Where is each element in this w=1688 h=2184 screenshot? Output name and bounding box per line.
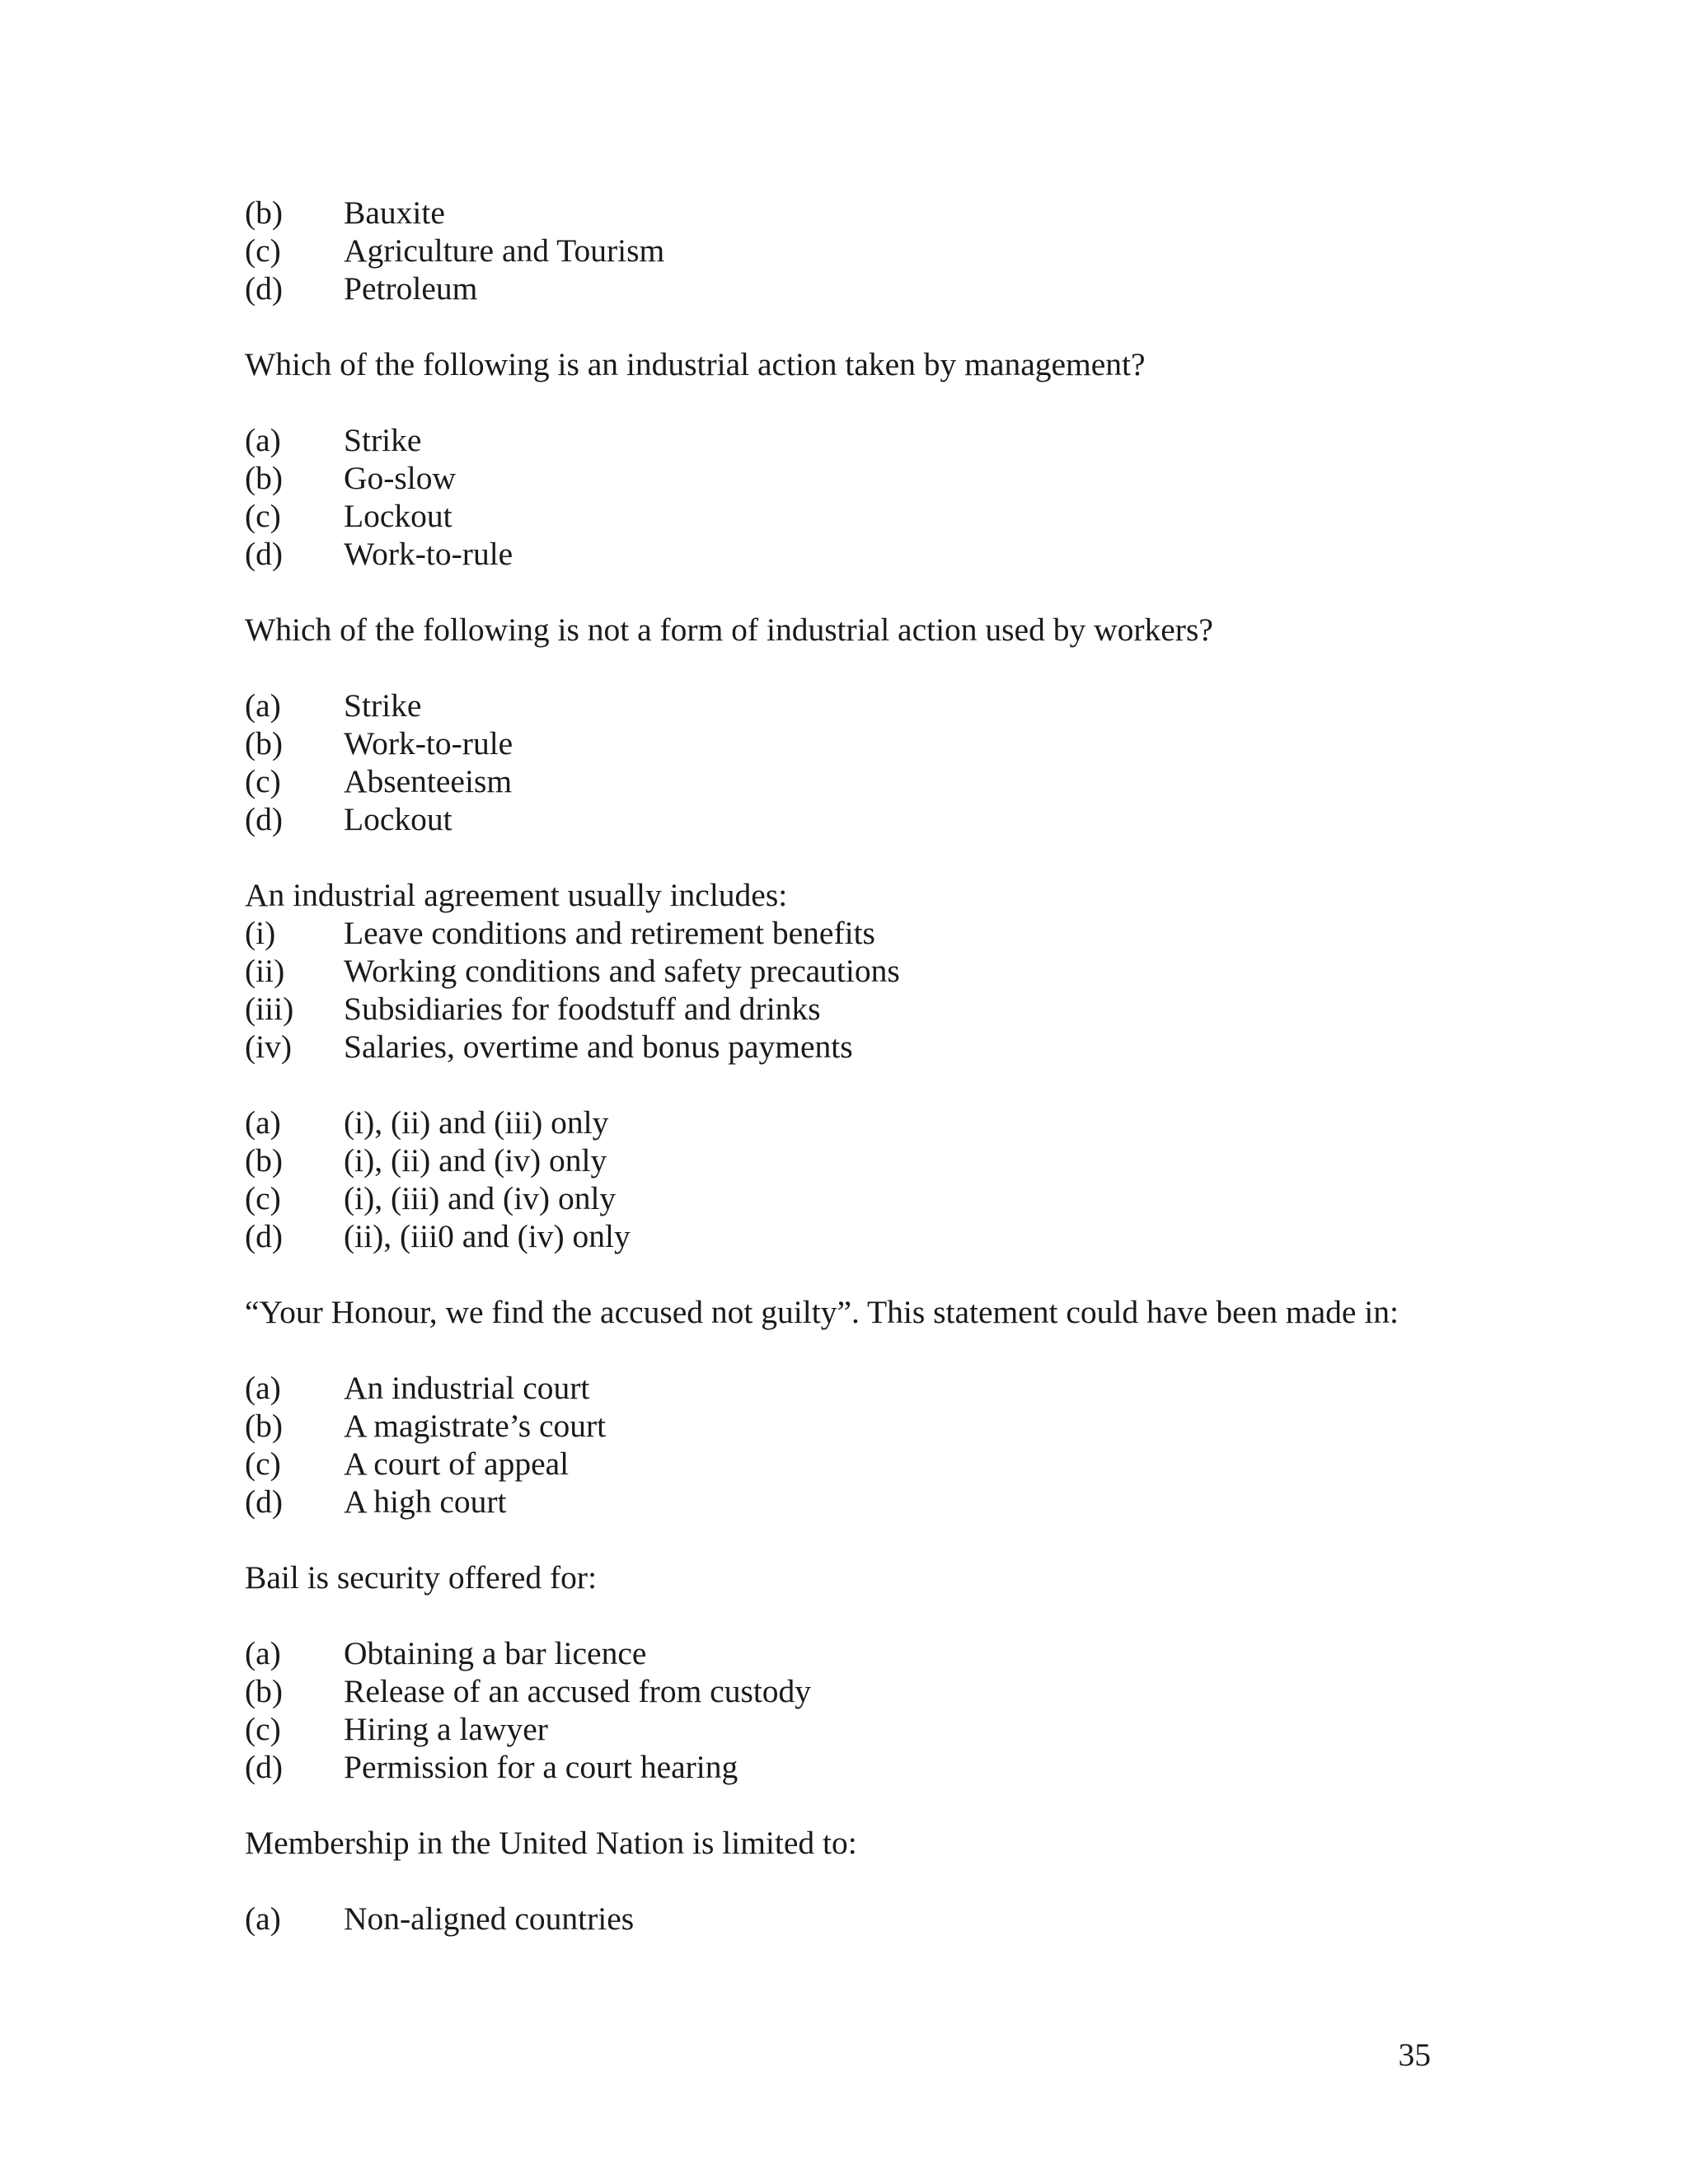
option-label: (d): [245, 536, 284, 572]
question-text: “Your Honour, we find the accused not guilty”. This statement could have been made in:: [245, 1294, 1399, 1330]
option-label: (b): [245, 460, 284, 496]
spacer: [245, 1862, 1440, 1900]
document-page: [245, 194, 1440, 1938]
option-label: (a): [245, 687, 281, 724]
option-label: (a): [245, 1104, 281, 1141]
answer-option: [245, 232, 1440, 269]
option-label: (b): [245, 194, 284, 231]
option-label: (c): [245, 1711, 281, 1747]
option-text: Release of an accused from custody: [344, 1673, 812, 1709]
option-text: Subsidiaries for foodstuff and drinks: [344, 991, 821, 1027]
list-item: [245, 1028, 1440, 1066]
option-text: (i), (ii) and (iii) only: [344, 1104, 609, 1141]
option-label: (d): [245, 1749, 284, 1785]
option-text: A high court: [344, 1483, 507, 1520]
spacer: [245, 573, 1440, 611]
option-text: Lockout: [344, 801, 452, 837]
option-text: Hiring a lawyer: [344, 1711, 548, 1747]
answer-option: [245, 762, 1440, 800]
option-text: Bauxite: [344, 194, 445, 231]
spacer: [245, 649, 1440, 687]
question-text: An industrial agreement usually includes:: [245, 877, 788, 913]
answer-option: [245, 800, 1440, 838]
option-label: (b): [245, 1408, 284, 1444]
option-text: A court of appeal: [344, 1446, 570, 1482]
option-label: (c): [245, 498, 281, 534]
question-text: Membership in the United Nation is limited to:: [245, 1825, 857, 1861]
option-label: (c): [245, 1180, 281, 1216]
option-text: Obtaining a bar licence: [344, 1635, 647, 1671]
list-item: [245, 914, 1440, 952]
option-text: Strike: [344, 687, 422, 724]
option-label: (d): [245, 1218, 284, 1254]
answer-option: [245, 1407, 1440, 1445]
option-label: (c): [245, 763, 281, 799]
option-text: (i), (iii) and (iv) only: [344, 1180, 617, 1216]
option-label: (c): [245, 232, 281, 269]
option-text: Leave conditions and retirement benefits: [344, 915, 875, 951]
option-label: (iv): [245, 1029, 293, 1065]
option-text: Petroleum: [344, 270, 478, 307]
option-label: (d): [245, 1483, 284, 1520]
option-label: (a): [245, 422, 281, 458]
answer-option: [245, 1179, 1440, 1217]
answer-option: [245, 1710, 1440, 1748]
option-text: Agriculture and Tourism: [344, 232, 665, 269]
option-text: An industrial court: [344, 1370, 590, 1406]
list-item: [245, 990, 1440, 1028]
answer-option: [245, 497, 1440, 535]
answer-option: [245, 1104, 1440, 1141]
answer-option: [245, 1483, 1440, 1521]
option-text: Work-to-rule: [344, 725, 513, 762]
answer-option: [245, 687, 1440, 724]
option-label: (i): [245, 915, 276, 951]
spacer: [245, 1066, 1440, 1104]
option-label: (b): [245, 1673, 284, 1709]
option-text: Non-aligned countries: [344, 1900, 635, 1937]
answer-option: [245, 1217, 1440, 1255]
option-text: Lockout: [344, 498, 452, 534]
answer-option: [245, 194, 1440, 232]
question-text: Which of the following is not a form of industrial action used by workers?: [245, 612, 1213, 648]
option-label: (d): [245, 801, 284, 837]
list-item: [245, 952, 1440, 990]
option-label: (b): [245, 725, 284, 762]
spacer: [245, 1521, 1440, 1558]
option-label: (d): [245, 270, 284, 307]
answer-option: [245, 269, 1440, 307]
option-text: Permission for a court hearing: [344, 1749, 738, 1785]
spacer: [245, 1255, 1440, 1293]
option-label: (a): [245, 1635, 281, 1671]
option-text: (i), (ii) and (iv) only: [344, 1142, 607, 1179]
spacer: [245, 1786, 1440, 1824]
option-label: (c): [245, 1446, 281, 1482]
answer-option: [245, 459, 1440, 497]
page-number: 35: [1398, 2036, 1431, 2073]
answer-option: [245, 1748, 1440, 1786]
option-label: (iii): [245, 991, 294, 1027]
spacer: [245, 383, 1440, 421]
answer-option: [245, 1445, 1440, 1483]
spacer: [245, 1331, 1440, 1369]
option-label: (a): [245, 1370, 281, 1406]
answer-option: [245, 1672, 1440, 1710]
question-text: Bail is security offered for:: [245, 1559, 598, 1596]
option-text: Strike: [344, 422, 422, 458]
option-text: Work-to-rule: [344, 536, 513, 572]
answer-option: [245, 1369, 1440, 1407]
option-text: Salaries, overtime and bonus payments: [344, 1029, 853, 1065]
option-label: (b): [245, 1142, 284, 1179]
answer-option: [245, 421, 1440, 459]
spacer: [245, 1596, 1440, 1634]
answer-option: [245, 1634, 1440, 1672]
option-text: Working conditions and safety precautions: [344, 953, 900, 989]
question-text: Which of the following is an industrial action taken by management?: [245, 346, 1146, 382]
option-text: (ii), (iii0 and (iv) only: [344, 1218, 631, 1254]
answer-option: [245, 724, 1440, 762]
answer-option: [245, 535, 1440, 573]
spacer: [245, 307, 1440, 345]
spacer: [245, 838, 1440, 876]
option-label: (ii): [245, 953, 285, 989]
option-text: Go-slow: [344, 460, 457, 496]
answer-option: [245, 1141, 1440, 1179]
answer-option: [245, 1900, 1440, 1938]
option-text: Absenteeism: [344, 763, 513, 799]
option-label: (a): [245, 1900, 281, 1937]
option-text: A magistrate’s court: [344, 1408, 607, 1444]
